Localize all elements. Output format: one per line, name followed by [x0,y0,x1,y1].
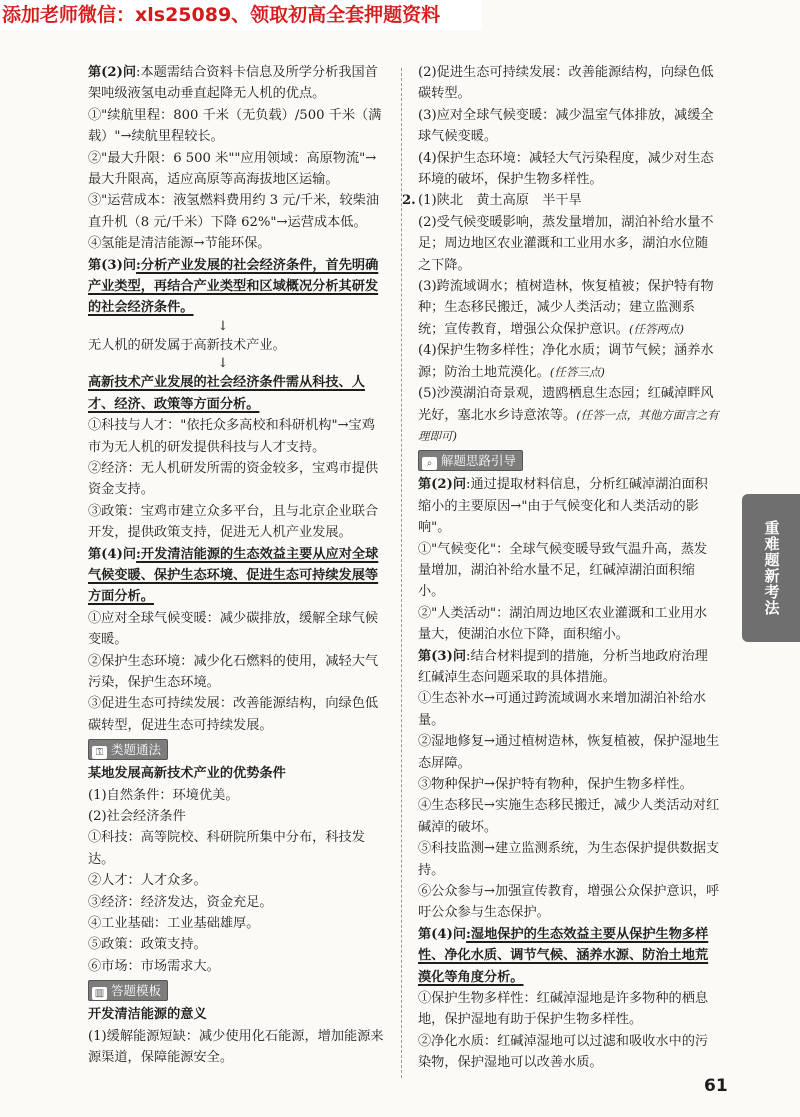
q4-item: ③促进生态可持续发展：改善能源结构，向绿色低碳转型，促进生态可持续发展。 [88,696,379,733]
answer-note: (任答两点) [629,321,684,336]
book-icon: ▥ [92,987,107,1000]
answer-note: (任答三点) [549,364,605,379]
continued-item: (3)应对全球气候变暖：减少温室气体排放，减缓全球气候变暖。 [418,107,714,145]
answer-item: 2. (1)陕北 黄土高原 半干旱 [418,190,720,211]
q3-intro: :分析产业发展的社会经济条件，首先明确产业类型，再结合产业类型和区域概况分析其研发的社会经济条件。 [88,257,379,316]
side-section-tab: 重难题新考法 [742,494,800,642]
template-tag [88,980,168,1001]
r4-paragraph [418,924,720,988]
guide-tag-label: 解题思路引导 [441,453,517,469]
r3-item: ④生态移民→实施生态移民搬迁，减少人类活动对红碱淖的破坏。 [418,798,720,835]
q2-intro: :本题需结合资料卡信息及所学分析我国首架吨级液氢电动垂直起降无人机的优点。 [88,65,378,102]
continued-item: (2)促进生态可持续发展：改善能源结构，向绿色低碳转型。 [418,65,714,102]
q2-item: ③"运营成本：液氢燃料费用约 3 元/千米，较柴油直升机（8 元/千米）下降 62%"→运营成本低。 [88,193,380,230]
page-number: 61 [704,1076,728,1096]
key-icon: ⚿ [92,746,107,759]
category-item: ③经济：经济发达，资金充足。 [88,894,273,910]
q4-heading: 第(4)问 [88,546,137,562]
answer-item: (3)跨流域调水；植树造林，恢复植被；保护特有物种；生态移民搬迁，减少人类活动；建立监测系统；宣传教育，增强公众保护意识。(任答两点) [418,279,714,337]
answer-item: (5)沙漠湖泊奇景观，遗鸥栖息生态园；红碱淖畔风光好，塞北水乡诗意浓等。(任答一点，其他方面言之有理即可) [418,386,719,443]
method-tag-label: 类题通法 [111,742,162,758]
category-item: ⑥市场：市场需求大。 [88,958,220,974]
category-item: ①科技：高等院校、科研院所集中分布，科技发达。 [88,830,365,867]
template-tag-bar [88,980,388,1001]
r3-intro: :结合材料提到的措施，分析当地政府治理红碱淖生态问题采取的具体措施。 [418,648,708,685]
category-item: (1)自然条件：环境优美。 [88,787,239,803]
right-column [402,62,720,1074]
r2-item: ①"气候变化"：全球气候变暖导致气温升高，蒸发量增加，湖泊补给水量不足，红碱淖湖泊面积缩小。 [418,541,708,600]
r2-intro: :通过提取材料信息，分析红碱淖湖泊面积缩小的主要原因→"由于气候变化和人类活动的影响"。 [418,477,708,536]
category-item: ④工业基础：工业基础雄厚。 [88,916,260,932]
r3-heading: 第(3)问 [418,648,467,664]
answer-item: (2)受气候变暖影响，蒸发量增加，湖泊补给水量不足；周边地区农业灌溉和工业用水多，湖泊水位随之下降。 [418,214,714,273]
left-column [88,62,388,1068]
q2-heading: 第(2)问 [88,65,137,80]
r4-item: ①保护生物多样性：红碱淖湿地是许多物种的栖息地，保护湿地有助于保护生物多样性。 [418,991,709,1028]
flow-arrow-icon: ↓ [217,356,229,372]
r2-item: ②"人类活动"：湖泊周边地区农业灌溉和工业用水量大，使湖泊水位下降，面积缩小。 [418,605,708,643]
search-doc-icon: ⌕ [422,457,437,470]
r3-paragraph [418,646,720,689]
method-tag-bar [88,739,388,760]
q2-item: ④氢能是清洁能源→节能环保。 [88,236,271,252]
q3-paragraph [88,255,388,319]
r3-item: ①生态补水→可通过跨流域调水来增加湖泊补给水量。 [418,691,706,728]
r4-intro: :湿地保护的生态效益主要从保护生物多样性、净化水质、调节气候、涵养水源、防治土地荒漠化等角度分析。 [418,926,709,985]
q2-item: ②"最大升限：6 500 米""应用领域：高原物流"→最大升限高，适应高原等高海拔地区运输。 [88,150,377,188]
flow-arrow-icon: ↓ [217,318,229,334]
category-title: 某地发展高新技术产业的优势条件 [88,766,286,782]
q3-item: ①科技与人才："依托众多高校和科研机构"→宝鸡市为无人机的研发提供科技与人才支持。 [88,418,375,455]
q4-paragraph [88,544,388,608]
column-divider [401,68,402,1078]
q4-item: ①应对全球气候变暖：减少碳排放，缓解全球气候变暖。 [88,610,379,648]
q3-item: ②经济：无人机研发所需的资金较多，宝鸡市提供资金支持。 [88,460,379,498]
category-item: ②人才：人才众多。 [88,873,207,889]
category-item: ⑤政策：政策支持。 [88,937,207,953]
continued-item: (4)保护生态环境：减轻大气污染程度，减少对生态环境的破坏，保护生物多样性。 [418,150,714,188]
question-number: 2. [402,193,416,209]
r2-heading: 第(2)问 [418,477,467,493]
r4-heading: 第(4)问 [418,926,467,942]
r2-paragraph [418,474,720,538]
answer-item: (4)保护生物多样性；净化水质；调节气候；涵养水源；防治土地荒漠化。(任答三点) [418,343,714,380]
q3-condition: 高新技术产业发展的社会经济条件需从科技、人才、经济、政策等方面分析。 [88,375,365,412]
method-tag [88,739,168,760]
q2-paragraph [88,62,388,105]
r3-item: ②湿地修复→通过植树造林，恢复植被，保护湿地生态屏障。 [418,734,720,771]
q3-item: ③政策：宝鸡市建立众多平台，且与北京企业联合开发，提供政策支持，促进无人机产业发展。 [88,503,379,541]
template-title: 开发清洁能源的意义 [88,1007,207,1023]
q4-item: ②保护生态环境：减少化石燃料的使用，减轻大气污染，保护生态环境。 [88,653,379,690]
guide-tag [418,450,523,471]
q3-middle-text: 无人机的研发属于高新技术产业。 [88,337,286,353]
template-tag-label: 答题模板 [111,983,162,999]
template-item: (1)缓解能源短缺：减少使用化石能源，增加能源来源渠道，保障能源安全。 [88,1028,384,1066]
r3-item: ⑤科技监测→建立监测系统，为生态保护提供数据支持。 [418,841,720,878]
r3-item: ③物种保护→保护特有物种，保护生物多样性。 [418,777,693,792]
guide-tag-bar [418,450,720,471]
category-item: (2)社会经济条件 [88,809,186,824]
q3-heading: 第(3)问 [88,257,137,273]
r3-item: ⑥公众参与→加强宣传教育，增强公众保护意识，呼吁公众参与生态保护。 [418,884,720,921]
promo-banner: 添加老师微信：xls25089、领取初高全套押题资料 [0,0,482,30]
q4-intro: :开发清洁能源的生态效益主要从应对全球气候变暖、保护生态环境、促进生态可持续发展等方面分析。 [88,546,379,605]
q2-item: ①"续航里程：800 千米（无负载）/500 千米（满载）"→续航里程较长。 [88,107,382,145]
answer-note: (任答一点，其他方面言之有理即可) [418,407,719,443]
r4-item: ②净化水质：红碱淖湿地可以过滤和吸收水中的污染物，保护湿地可以改善水质。 [418,1033,709,1071]
